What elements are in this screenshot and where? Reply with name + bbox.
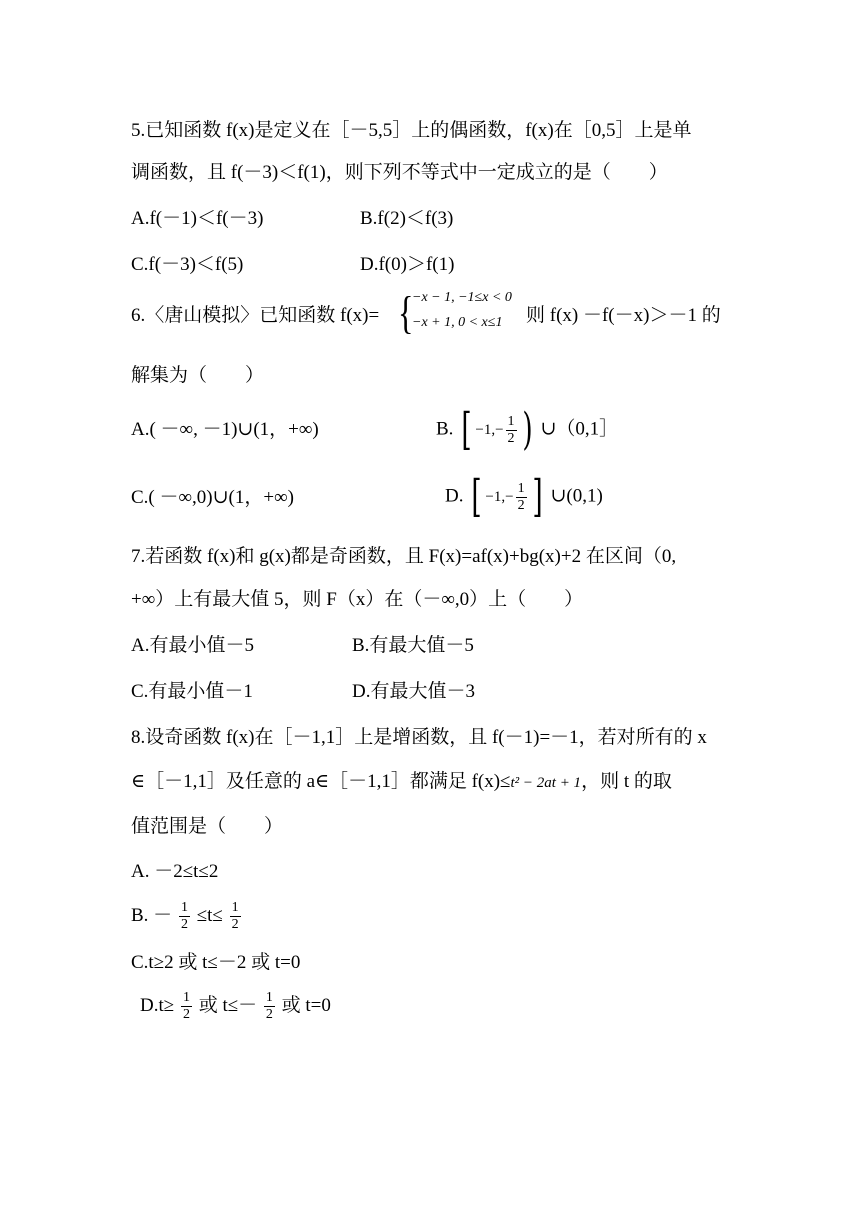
q6-option-c: C.( －∞,0)∪(1，+∞) xyxy=(131,487,294,508)
q8-line-2-prefix: ∈［－1,1］及任意的 a∈［－1,1］都满足 f(x)≤ xyxy=(131,771,511,792)
q7-option-c: C.有最小值－1 xyxy=(131,681,253,702)
interval-b xyxy=(458,404,536,455)
fraction xyxy=(516,481,527,514)
q7-option-b: B.有最大值－5 xyxy=(352,635,474,656)
right-paren-icon: ) xyxy=(521,404,533,455)
q8-option-d-prefix: D.t≥ xyxy=(140,994,175,1016)
fraction-denominator: 2 xyxy=(507,430,515,446)
q8-option-b-prefix: B. － xyxy=(131,904,173,926)
q8-line-3: 值范围是（ ） xyxy=(131,816,284,837)
fraction xyxy=(506,414,517,447)
q6-option-b-tail: ∪（0,1］ xyxy=(540,418,619,440)
fraction-numerator: 1 xyxy=(517,480,525,496)
fraction-numerator: 1 xyxy=(507,413,515,429)
q6-option-d-label: D. xyxy=(445,485,464,507)
q8-option-d-mid: 或 t≤－ xyxy=(198,994,258,1016)
right-bracket-icon: ] xyxy=(532,471,543,522)
q8-option-d xyxy=(140,990,331,1023)
q8-option-b xyxy=(131,900,243,933)
q5-option-b: B.f(2)＜f(3) xyxy=(360,208,454,229)
fraction-numerator: 1 xyxy=(182,990,190,1005)
fraction xyxy=(264,990,275,1023)
q7-line-1: 7.若函数 f(x)和 g(x)都是奇函数，且 F(x)=af(x)+bg(x)+2 在区间（0, xyxy=(131,546,677,567)
fraction-denominator: 2 xyxy=(182,1007,190,1022)
q6-line-1-suffix: 则 f(x) －f(－x)＞－1 的 xyxy=(526,305,721,326)
piecewise-function xyxy=(398,286,522,342)
q7-option-d: D.有最大值－3 xyxy=(352,681,475,702)
q6-line-2: 解集为（ ） xyxy=(131,365,265,386)
q8-option-c: C.t≥2 或 t≤－2 或 t=0 xyxy=(131,952,301,973)
q8-line-2 xyxy=(131,770,672,795)
q6-option-d-tail: ∪(0,1) xyxy=(550,485,603,507)
fraction-numerator: 1 xyxy=(180,900,188,915)
q7-option-a: A.有最小值－5 xyxy=(131,635,254,656)
q8-option-b-mid: ≤t≤ xyxy=(196,904,223,926)
q8-option-d-post: 或 t=0 xyxy=(281,994,331,1016)
fraction xyxy=(181,990,192,1023)
q8-line-1: 8.设奇函数 f(x)在［－1,1］上是增函数，且 f(－1)=－1，若对所有的 x xyxy=(131,727,707,748)
q5-option-a: A.f(－1)＜f(－3) xyxy=(131,208,264,229)
q8-option-a: A. －2≤t≤2 xyxy=(131,861,219,882)
fraction-denominator: 2 xyxy=(517,497,525,513)
piece-row-1: −x − 1, −1≤x < 0 xyxy=(412,290,512,305)
fraction-denominator: 2 xyxy=(265,1007,273,1022)
q5-line-1: 5.已知函数 f(x)是定义在［－5,5］上的偶函数，f(x)在［0,5］上是单 xyxy=(131,120,692,141)
q8-expression: t² − 2at + 1 xyxy=(510,775,582,791)
q6-option-a: A.( －∞, －1)∪(1，+∞) xyxy=(131,419,319,440)
fraction-numerator: 1 xyxy=(265,990,273,1005)
interval-b-lower: −1,− xyxy=(475,422,504,438)
q8-line-2-suffix: ，则 t 的取 xyxy=(581,771,672,792)
piece-row-2: −x + 1, 0 < x≤1 xyxy=(412,315,503,330)
q5-option-c: C.f(－3)＜f(5) xyxy=(131,254,244,275)
q5-option-d: D.f(0)＞f(1) xyxy=(360,254,455,275)
fraction-numerator: 1 xyxy=(231,900,239,915)
q7-line-2: +∞）上有最大值 5，则 F（x）在（－∞,0）上（ ） xyxy=(131,589,584,610)
left-bracket-icon: [ xyxy=(461,404,472,455)
interval-d xyxy=(468,471,546,522)
left-brace-icon: { xyxy=(398,287,414,338)
q5-line-2: 调函数，且 f(－3)＜f(1)，则下列不等式中一定成立的是（ ） xyxy=(131,162,668,183)
interval-d-lower: −1,− xyxy=(485,489,514,505)
fraction-denominator: 2 xyxy=(231,917,239,932)
left-bracket-icon: [ xyxy=(471,471,482,522)
fraction xyxy=(179,900,190,933)
q6-option-b xyxy=(436,404,619,455)
fraction-denominator: 2 xyxy=(180,917,188,932)
q6-line-1-prefix: 6.〈唐山模拟〉已知函数 f(x)= xyxy=(131,305,380,326)
q6-option-b-label: B. xyxy=(436,418,454,440)
fraction xyxy=(230,900,241,933)
q6-option-d xyxy=(445,471,603,522)
